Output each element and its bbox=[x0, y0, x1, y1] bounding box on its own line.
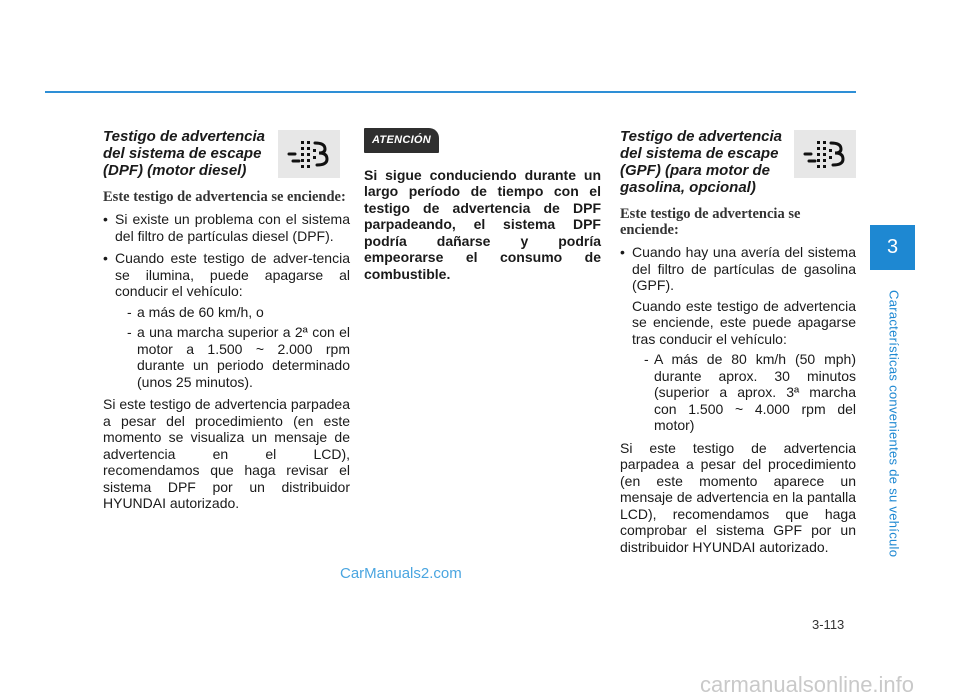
gpf-warning-icon bbox=[794, 130, 856, 178]
chapter-tab: 3 bbox=[870, 225, 915, 270]
page-number: 3-113 bbox=[812, 617, 845, 632]
dpf-dash-1: - a más de 60 km/h, o bbox=[127, 303, 264, 320]
dpf-bullet-list bbox=[103, 211, 350, 390]
gpf-bullet-list bbox=[620, 244, 856, 434]
dpf-bullet-2 bbox=[103, 250, 350, 390]
attention-badge: ATENCIÓN bbox=[364, 128, 439, 153]
dpf-paragraph: Si este testigo de advertencia parpadea a pesar del procedimiento (en este momento se visualiza un mensaje de advertencia en el LCD), recomendamos que haga revisar el sistema DPF por un distribuidor HYUNDAI autorizado. bbox=[103, 396, 350, 511]
gpf-bullet-1 bbox=[620, 244, 856, 434]
dpf-warning-icon bbox=[278, 130, 340, 178]
gpf-paragraph: Si este testigo de advertencia parpadea a pesar del procedimiento (en este momento aparece un mensaje de advertencia en la pantalla LCD), recomendamos que haga comprobar el sistema GPF por un distribuidor HYUNDAI autorizado. bbox=[620, 439, 856, 555]
gpf-continuation: Cuando este testigo de advertencia se enciende, este puede apagarse tras conducir el vehículo: bbox=[632, 297, 856, 347]
column-gpf bbox=[620, 128, 856, 555]
watermark-top: CarManuals2.com bbox=[340, 565, 462, 582]
attention-text: Si sigue conduciendo durante un largo período de tiempo con el testigo de advertencia de DPF parpadeando, el sistema DPF podría dañarse y podría empeorarse el consumo de combustible. bbox=[364, 166, 601, 282]
dpf-dash-2: - a una marcha superior a 2ª con el motor a 1.500 ~ 2.000 rpm durante un periodo determinado (unos 25 minutos). bbox=[127, 324, 350, 390]
dpf-subhead: Este testigo de advertencia se enciende: bbox=[103, 189, 346, 205]
gpf-dash-1-text: A más de 80 km/h (50 mph) durante aprox. 30 minutos (superior a aprox. 3ª marcha con 1.500 ~ 4.000 rpm del motor) bbox=[654, 351, 856, 433]
watermark-bottom: carmanualsonline.info bbox=[700, 672, 915, 697]
gpf-bullet-1-text: Cuando hay una avería del sistema del filtro de partículas de gasolina (GPF). bbox=[632, 244, 856, 293]
dpf-heading: Testigo de advertencia del sistema de escape (DPF) (motor diesel) bbox=[103, 128, 265, 179]
chapter-title-vertical bbox=[874, 290, 914, 558]
dpf-dash-2-text: a una marcha superior a 2ª con el motor a 1.500 ~ 2.000 rpm durante un periodo determinado (unos 25 minutos). bbox=[137, 324, 350, 390]
gpf-dash-1: - A más de 80 km/h (50 mph) durante aprox. 30 minutos (superior a aprox. 3ª marcha con 1.500 ~ 4.000 rpm del motor) bbox=[644, 351, 856, 433]
dpf-bullet-1: • Si existe un problema con el sistema del filtro de partículas diesel (DPF). bbox=[103, 211, 350, 244]
gpf-heading: Testigo de advertencia del sistema de escape (GPF) (para motor de gasolina, opcional) bbox=[620, 128, 782, 196]
chapter-title: Características convenientes de su vehículo bbox=[886, 290, 902, 558]
dpf-bullet-2-text: Cuando este testigo de adver-tencia se ilumina, puede apagarse al conducir el vehículo: bbox=[115, 250, 350, 299]
gpf-subhead: Este testigo de advertencia se enciende: bbox=[620, 206, 801, 238]
column-dpf bbox=[103, 128, 350, 512]
dpf-dash-1-text: a más de 60 km/h, o bbox=[137, 303, 264, 320]
column-warning bbox=[364, 128, 601, 282]
top-rule bbox=[45, 91, 856, 93]
